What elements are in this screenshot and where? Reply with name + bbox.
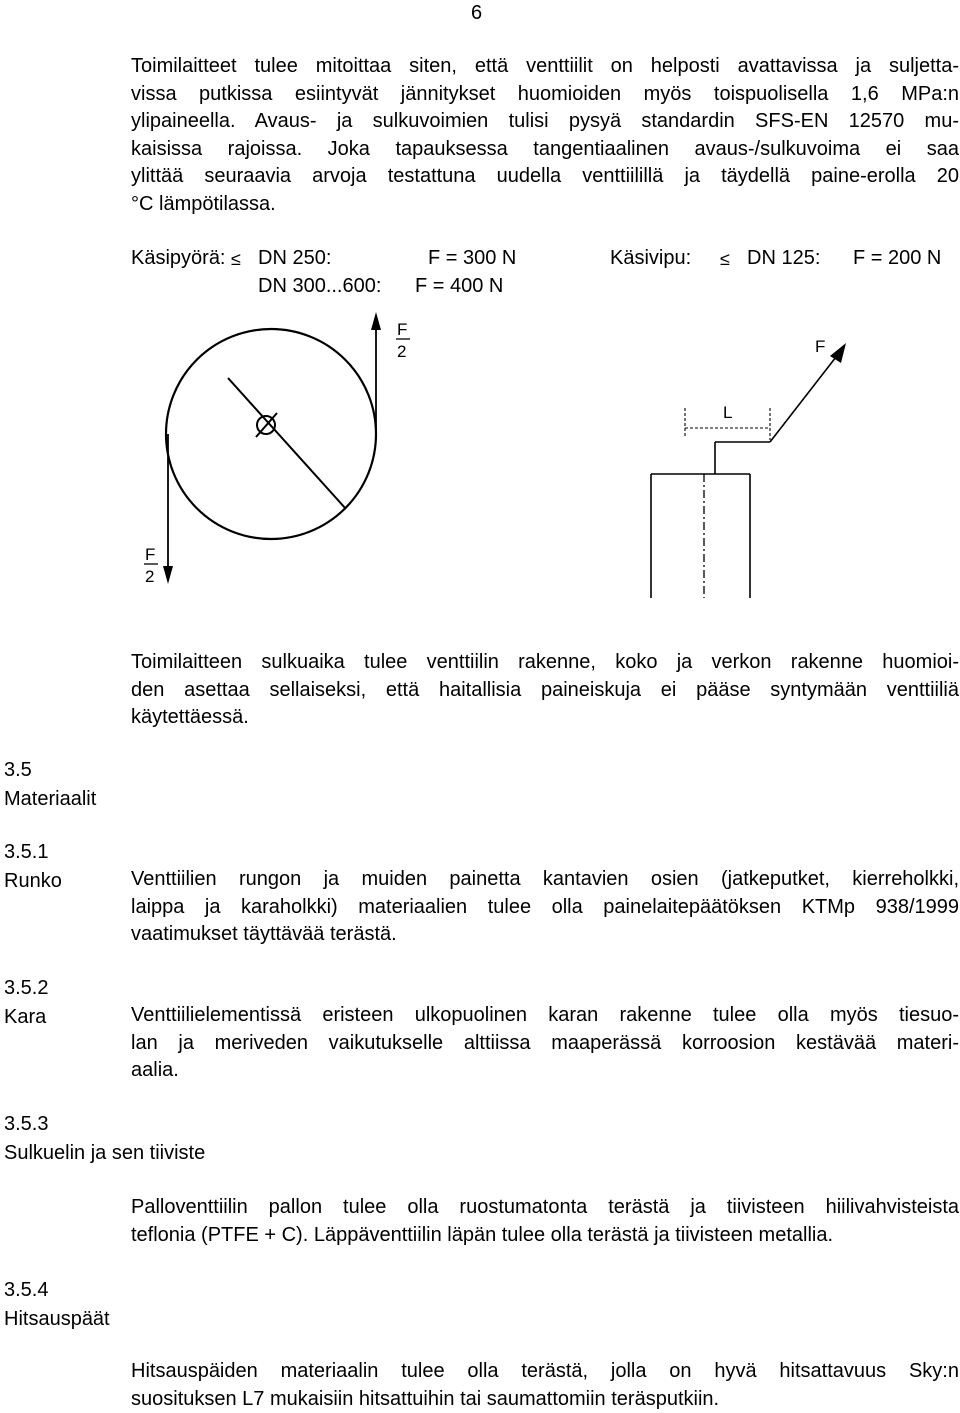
intro-paragraph xyxy=(131,53,959,219)
text-line: ylipaineella. Avaus- ja sulkuvoimien tulisi pysyä standardin SFS-EN 12570 mu- xyxy=(131,110,959,133)
handwheel-dn-2: DN 300...600: xyxy=(258,275,382,297)
section-3-5-4-text xyxy=(131,1358,959,1413)
text-line: °C lämpötilassa. xyxy=(131,192,276,215)
force-half-numerator: F xyxy=(145,545,156,564)
arrow-up-icon xyxy=(371,312,381,330)
text-line: Venttiilien rungon ja muiden painetta kantavien osien (jatkeputket, kierreholkki, xyxy=(131,868,959,890)
text-line: aalia. xyxy=(131,1059,179,1082)
text-line: Toimilaitteet tulee mitoittaa siten, että venttiilit on helposti avattavissa ja suljetta- xyxy=(131,55,959,77)
text-line: Venttiilielementissä eristeen ulkopuolinen karan rakenne tulee olla myös tiesuo- xyxy=(131,1004,959,1026)
actuator-force-diagram xyxy=(0,300,960,600)
page-number: 6 xyxy=(471,2,483,24)
section-3-5-1-heading xyxy=(4,838,62,896)
handwheel-force-2: F = 400 N xyxy=(415,275,504,297)
section-3-5-heading xyxy=(4,756,96,814)
arrow-up-right-icon xyxy=(830,343,846,363)
section-title: Sulkuelin ja sen tiiviste xyxy=(4,1142,206,1164)
text-line: laippa ja karaholkki) materiaalien tulee olla painelaitepäätöksen KTMp 938/1999 xyxy=(131,895,959,918)
text-line: ylittää seuraavia arvoja testattuna uudella venttiilillä ja täydellä paine-erolla 20 xyxy=(131,165,959,188)
text-line: Palloventtiilin pallon tulee olla ruostumatonta terästä ja tiivisteen hiilivahvisteista xyxy=(131,1196,959,1218)
lever-force: F = 200 N xyxy=(853,247,942,269)
text-line: vissa putkissa esiintyvät jännitykset huomioiden myös toispuolisella 1,6 MPa:n xyxy=(131,82,959,105)
section-number: 3.5.3 xyxy=(4,1113,49,1135)
text-line: den asettaa sellaiseksi, että haitallisia paineiskuja ei pääse syntymään venttiiliä xyxy=(131,678,959,701)
diameter-line xyxy=(228,378,346,509)
section-3-5-2-text xyxy=(131,1002,959,1085)
section-number: 3.5.1 xyxy=(4,841,49,863)
lever-label: Käsivipu: xyxy=(610,247,692,269)
text-line: Toimilaitteen sulkuaika tulee venttiilin rakenne, koko ja verkon rakenne huomioi- xyxy=(131,651,959,673)
text-line: suosituksen L7 mukaisiin hitsattuihin tai saumattomiin teräsputkiin. xyxy=(131,1387,720,1410)
text-line: Hitsauspäiden materiaalin tulee olla terästä, jolla on hyvä hitsattavuus Sky:n xyxy=(131,1360,959,1382)
less-equal-symbol: ≤ xyxy=(720,249,730,269)
less-equal-symbol: ≤ xyxy=(231,249,241,269)
text-line: kaisissa rajoissa. Joka tapauksessa tangentiaalinen avaus-/sulkuvoima ei saa xyxy=(131,137,959,160)
handwheel-dn-1: DN 250: xyxy=(258,247,332,269)
section-3-5-1-text xyxy=(131,866,959,949)
text-line: teflonia (PTFE + C). Läppäventtiilin läpän tulee olla terästä ja tiivisteen metallia. xyxy=(131,1223,834,1246)
lever-force-label: F xyxy=(815,337,826,356)
force-half-denominator: 2 xyxy=(145,567,155,586)
lever-length-label: L xyxy=(723,403,733,422)
section-number: 3.5 xyxy=(4,759,32,781)
section-title: Hitsauspäät xyxy=(4,1308,110,1330)
section-title: Materiaalit xyxy=(4,788,97,810)
closing-time-paragraph xyxy=(131,649,959,732)
section-3-5-3-text xyxy=(131,1194,959,1249)
force-half-denominator: 2 xyxy=(397,342,407,361)
section-3-5-2-heading xyxy=(4,974,48,1032)
arrow-down-icon xyxy=(163,566,173,584)
lever-dn: DN 125: xyxy=(747,247,821,269)
lever-handle xyxy=(770,357,836,442)
force-half-numerator: F xyxy=(397,320,408,339)
section-number: 3.5.2 xyxy=(4,977,49,999)
section-title: Runko xyxy=(4,870,62,892)
text-line: vaatimukset täyttävää terästä. xyxy=(131,923,397,946)
section-number: 3.5.4 xyxy=(4,1279,49,1301)
section-3-5-4-heading xyxy=(4,1276,110,1334)
handwheel-force-1: F = 300 N xyxy=(428,247,517,269)
text-line: lan ja meriveden vaikutukselle alttiissa maaperässä korroosion kestävää materi- xyxy=(131,1031,959,1054)
section-3-5-3-heading xyxy=(4,1110,205,1168)
section-title: Kara xyxy=(4,1006,47,1028)
text-line: käytettäessä. xyxy=(131,706,249,729)
handwheel-label: Käsipyörä: xyxy=(131,247,226,269)
